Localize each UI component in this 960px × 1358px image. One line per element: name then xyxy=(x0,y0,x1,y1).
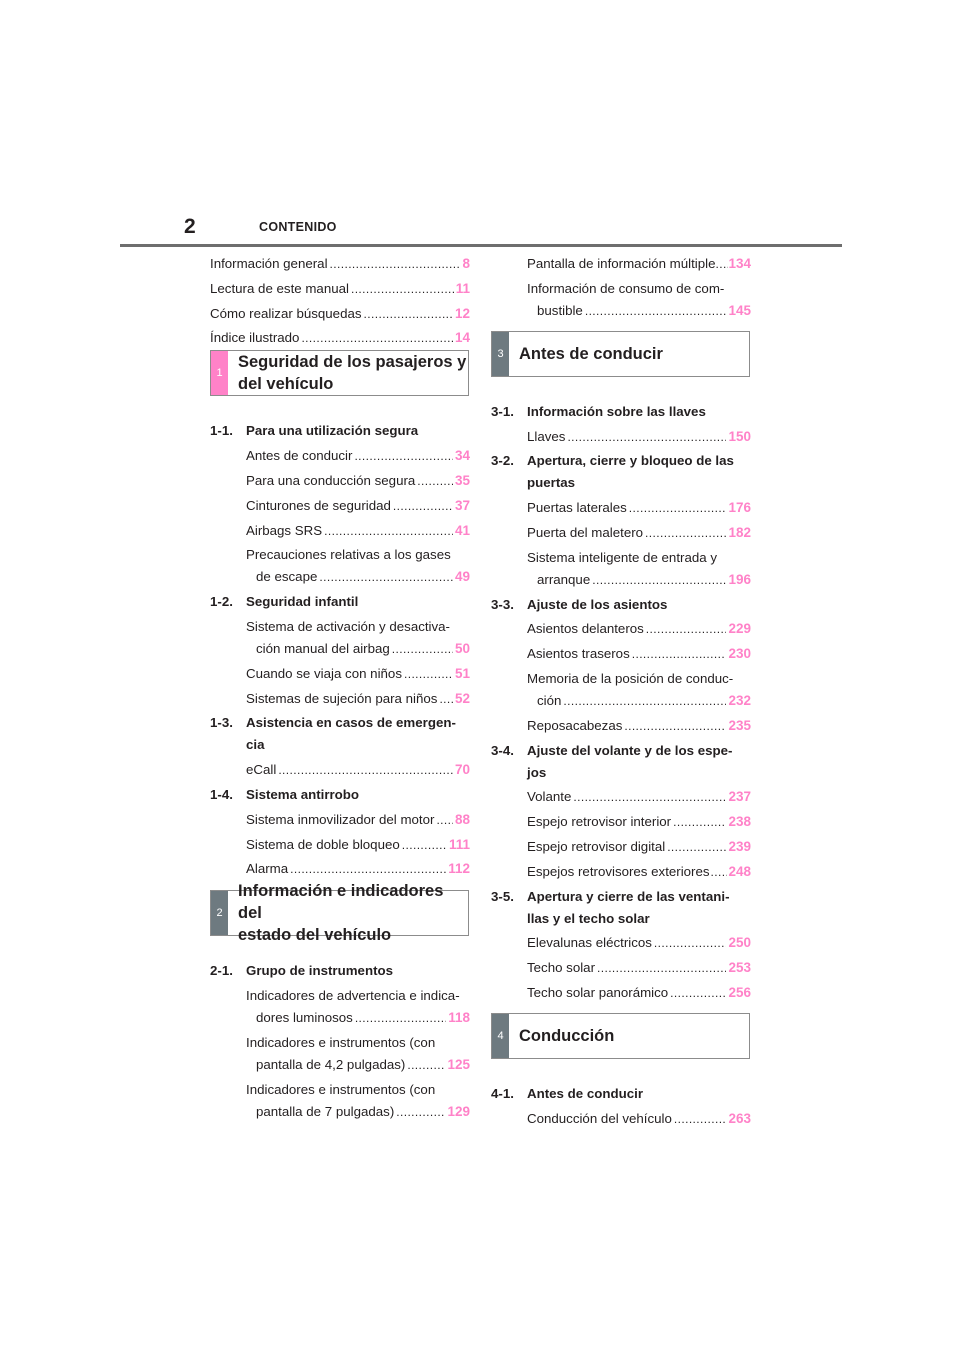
toc-entry[interactable] xyxy=(246,471,470,491)
section-title: Seguridad infantil xyxy=(246,594,359,610)
dot-leader xyxy=(711,862,728,882)
toc-entry[interactable] xyxy=(210,254,470,274)
page-ref[interactable]: 12 xyxy=(454,305,470,321)
page-number: 2 xyxy=(184,215,196,238)
section-title: Sistema antirrobo xyxy=(246,786,360,802)
toc-entry[interactable] xyxy=(246,446,470,466)
page-ref[interactable]: 14 xyxy=(454,330,470,346)
dot-leader xyxy=(629,498,727,518)
section-number: 3-1. xyxy=(491,403,514,419)
toc-entry[interactable] xyxy=(527,716,751,736)
dot-leader xyxy=(330,254,461,274)
chapter-title: Conducción xyxy=(519,1026,615,1045)
toc-label: Llaves xyxy=(527,428,566,444)
section-heading xyxy=(491,741,751,783)
toc-entry[interactable] xyxy=(527,619,751,639)
dot-leader xyxy=(597,958,726,978)
page-ref[interactable]: 52 xyxy=(454,690,470,706)
toc-label: Índice ilustrado xyxy=(210,330,300,346)
toc-entry[interactable] xyxy=(246,1033,470,1075)
toc-entry[interactable] xyxy=(246,617,470,659)
section-3-3 xyxy=(491,595,751,615)
toc-label: pantalla de 4,2 pulgadas) xyxy=(256,1056,406,1072)
dot-leader xyxy=(674,1109,727,1129)
chapter-title-line: estado del vehículo xyxy=(238,926,392,945)
section-title-line: cia xyxy=(246,737,265,753)
section-heading xyxy=(210,421,470,441)
chapter-title xyxy=(228,351,468,395)
chapter-2-box[interactable] xyxy=(210,882,469,945)
section-title: Para una utilización segura xyxy=(246,423,419,439)
dot-leader xyxy=(715,254,728,274)
page-ref[interactable]: 118 xyxy=(448,1010,470,1026)
toc-entry[interactable] xyxy=(246,810,470,830)
page-ref[interactable]: 41 xyxy=(454,522,470,538)
section-title xyxy=(246,713,470,755)
section-number: 4-1. xyxy=(491,1085,514,1101)
section-heading xyxy=(491,887,751,929)
dot-leader xyxy=(654,933,727,953)
dot-leader xyxy=(670,983,726,1003)
toc-label: Pantalla de información múltiple xyxy=(527,256,716,271)
page-ref[interactable]: 235 xyxy=(728,717,751,733)
dot-leader xyxy=(301,328,453,348)
toc-entry[interactable] xyxy=(246,521,470,541)
dot-leader xyxy=(396,1102,445,1122)
toc-entry[interactable] xyxy=(527,958,751,978)
page-ref[interactable]: 250 xyxy=(728,935,751,951)
section-title-line: Apertura, cierre y bloqueo de las xyxy=(527,453,734,469)
section-heading xyxy=(210,592,470,612)
toc-label: Reposacabezas xyxy=(527,717,623,733)
toc-label: bustible xyxy=(537,302,583,318)
toc-label: Cómo realizar búsquedas xyxy=(210,305,362,321)
header-title: CONTENIDO xyxy=(259,220,337,234)
dot-leader xyxy=(624,716,726,736)
page-ref[interactable]: 88 xyxy=(454,811,470,827)
section-heading xyxy=(210,961,470,981)
toc-label: Elevalunas eléctricos xyxy=(527,935,652,951)
chapter-4-box[interactable] xyxy=(491,1013,750,1059)
dot-leader xyxy=(393,496,453,516)
toc-label: Indicadores de advertencia e indica- xyxy=(246,988,460,1004)
dot-leader xyxy=(667,837,726,857)
page-ref[interactable]: 35 xyxy=(454,472,470,488)
section-2-1 xyxy=(210,961,470,981)
toc-entry[interactable] xyxy=(246,986,470,1028)
page-ref[interactable]: 111 xyxy=(448,836,470,852)
section-title: Ajuste de los asientos xyxy=(527,596,668,612)
toc-entry[interactable] xyxy=(527,862,751,882)
dot-leader xyxy=(417,471,453,491)
section-number: 2-1. xyxy=(210,963,233,979)
toc-entry[interactable] xyxy=(527,498,751,518)
toc-entry[interactable] xyxy=(527,279,751,321)
toc-entry[interactable] xyxy=(527,812,751,832)
page-ref[interactable]: 229 xyxy=(728,621,751,637)
page-ref[interactable]: 125 xyxy=(447,1056,470,1072)
section-3-5 xyxy=(491,887,751,929)
toc-label: Precauciones relativas a los gases xyxy=(246,547,451,563)
dot-leader xyxy=(673,812,726,832)
dot-leader xyxy=(573,787,726,807)
toc-label: ción xyxy=(537,692,562,708)
toc-entry[interactable] xyxy=(246,859,470,879)
toc-label: Información de consumo de com- xyxy=(527,280,725,296)
toc-entry[interactable] xyxy=(527,983,751,1003)
dot-leader xyxy=(645,523,726,543)
section-title: Grupo de instrumentos xyxy=(246,963,394,979)
section-title-line: Ajuste del volante y de los espe- xyxy=(527,742,733,758)
toc-entry[interactable] xyxy=(527,787,751,807)
page-ref[interactable]: 238 xyxy=(728,814,751,830)
page-ref[interactable]: 256 xyxy=(728,984,751,1000)
section-title xyxy=(527,887,751,929)
section-heading xyxy=(491,1084,751,1104)
toc-label: Puertas laterales xyxy=(527,500,627,516)
toc-entry[interactable] xyxy=(246,835,470,855)
toc-entry[interactable] xyxy=(246,1080,470,1122)
toc-label: Lectura de este manual xyxy=(210,280,349,296)
chapter-tab-3: 3 xyxy=(492,332,509,376)
section-1-3 xyxy=(210,713,470,755)
section-number: 3-2. xyxy=(491,453,514,469)
toc-entry[interactable] xyxy=(210,328,470,348)
toc-label: Espejos retrovisores exteriores xyxy=(527,863,710,879)
toc-label: Puerta del maletero xyxy=(527,524,644,540)
section-heading xyxy=(210,713,470,755)
toc-entry[interactable] xyxy=(527,644,751,664)
chapter-title-line: del vehículo xyxy=(238,375,334,394)
section-1-1 xyxy=(210,421,470,441)
page-header xyxy=(0,0,960,250)
section-number: 1-3. xyxy=(210,715,233,731)
dot-leader xyxy=(436,810,453,830)
toc-label: Volante xyxy=(527,789,572,805)
toc-entry[interactable] xyxy=(246,760,470,780)
toc-entry[interactable] xyxy=(246,664,470,684)
section-title-line: puertas xyxy=(527,475,576,491)
chapter-title-line: Información e indicadores del xyxy=(238,882,444,923)
toc-entry[interactable] xyxy=(527,1109,751,1129)
dot-leader xyxy=(392,639,453,659)
toc-label: Sistemas de sujeción para niños xyxy=(246,690,438,706)
page-ref[interactable]: 50 xyxy=(454,640,470,656)
section-heading xyxy=(210,785,470,805)
page-ref[interactable]: 112 xyxy=(448,861,470,877)
page-ref[interactable]: 145 xyxy=(728,302,751,318)
section-1-2 xyxy=(210,592,470,612)
page-ref[interactable]: 129 xyxy=(447,1103,470,1119)
toc-label: Sistema inteligente de entrada y xyxy=(527,549,717,565)
page-ref[interactable]: 51 xyxy=(454,665,470,681)
toc-label: Asientos delanteros xyxy=(527,621,644,637)
dot-leader xyxy=(567,427,726,447)
page-ref[interactable]: 37 xyxy=(454,497,470,513)
toc-label: Conducción del vehículo xyxy=(527,1110,672,1126)
section-heading xyxy=(491,402,751,422)
toc-label: Información general xyxy=(210,256,328,271)
page-ref[interactable]: 8 xyxy=(462,256,470,271)
toc-entry[interactable] xyxy=(527,254,751,274)
toc-label: Indicadores e instrumentos (con xyxy=(246,1081,436,1097)
toc-label: dores luminosos xyxy=(256,1010,353,1026)
page-ref[interactable]: 196 xyxy=(728,571,751,587)
section-title-line: jos xyxy=(527,764,547,780)
section-3-4 xyxy=(491,741,751,783)
dot-leader xyxy=(354,446,453,466)
chapter-3-box[interactable] xyxy=(491,331,750,377)
dot-leader xyxy=(402,835,447,855)
toc-label: Para una conducción segura xyxy=(246,472,416,488)
page-ref[interactable]: 150 xyxy=(728,428,751,444)
dot-leader xyxy=(355,1008,446,1028)
section-heading xyxy=(491,595,751,615)
dot-leader xyxy=(319,567,453,587)
chapter-tab-4: 4 xyxy=(492,1014,509,1058)
section-number: 1-1. xyxy=(210,423,233,439)
dot-leader xyxy=(290,859,446,879)
dot-leader xyxy=(563,691,726,711)
toc-label: pantalla de 7 pulgadas) xyxy=(256,1103,395,1119)
section-number: 1-4. xyxy=(210,786,233,802)
section-number: 3-4. xyxy=(491,742,514,758)
dot-leader xyxy=(646,619,727,639)
toc-right-column xyxy=(491,254,751,1134)
chapter-title: Antes de conducir xyxy=(519,344,663,363)
header-rule xyxy=(120,244,842,247)
chapter-tab-1: 1 xyxy=(211,351,228,395)
section-title-line: Asistencia en casos de emergen- xyxy=(246,715,456,731)
toc-entry[interactable] xyxy=(527,427,751,447)
section-number: 1-2. xyxy=(210,594,233,610)
toc-left-column xyxy=(210,254,470,1127)
toc-entry[interactable] xyxy=(246,496,470,516)
toc-label: Sistema de activación y desactiva- xyxy=(246,618,450,634)
toc-label: Espejo retrovisor digital xyxy=(527,838,666,854)
page-ref[interactable]: 70 xyxy=(454,762,470,778)
page-ref[interactable]: 182 xyxy=(728,524,751,540)
page-ref[interactable]: 11 xyxy=(455,280,470,296)
page-ref[interactable]: 239 xyxy=(728,838,751,854)
toc-entry[interactable] xyxy=(210,279,470,299)
toc-entry[interactable] xyxy=(527,837,751,857)
toc-label: de escape xyxy=(256,569,318,585)
section-number: 3-5. xyxy=(491,888,514,904)
toc-label: Techo solar xyxy=(527,960,595,976)
toc-entry[interactable] xyxy=(246,689,470,709)
toc-label: Memoria de la posición de conduc- xyxy=(527,670,734,686)
section-3-2 xyxy=(491,451,751,493)
page-ref[interactable]: 263 xyxy=(728,1110,751,1126)
chapter-title xyxy=(228,882,468,945)
toc-entry[interactable] xyxy=(527,933,751,953)
dot-leader xyxy=(324,521,453,541)
toc-entry[interactable] xyxy=(210,304,470,324)
dot-leader xyxy=(407,1055,445,1075)
section-4-1 xyxy=(491,1084,751,1104)
page-ref[interactable]: 134 xyxy=(728,256,751,271)
dot-leader xyxy=(439,689,453,709)
section-1-4 xyxy=(210,785,470,805)
page-ref[interactable]: 49 xyxy=(454,569,470,585)
toc-label: Cuando se viaja con niños xyxy=(246,665,402,681)
page-ref[interactable]: 230 xyxy=(728,646,751,662)
toc-entry[interactable] xyxy=(246,545,470,587)
toc-entry[interactable] xyxy=(527,548,751,590)
section-title-line: llas y el techo solar xyxy=(527,910,650,926)
section-heading xyxy=(491,451,751,493)
dot-leader xyxy=(351,279,454,299)
section-number: 3-3. xyxy=(491,596,514,612)
dot-leader xyxy=(585,301,727,321)
toc-label: Sistema de doble bloqueo xyxy=(246,836,400,852)
page-ref[interactable]: 248 xyxy=(728,863,751,879)
chapter-1-box[interactable] xyxy=(210,350,469,396)
section-3-1 xyxy=(491,402,751,422)
dot-leader xyxy=(278,760,453,780)
dot-leader xyxy=(404,664,453,684)
section-title: Antes de conducir xyxy=(527,1085,643,1101)
toc-label: Sistema inmovilizador del motor xyxy=(246,811,435,827)
toc-label: Espejo retrovisor interior xyxy=(527,814,672,830)
section-title xyxy=(527,741,751,783)
chapter-tab-2: 2 xyxy=(211,891,228,935)
toc-label: ción manual del airbag xyxy=(256,640,390,656)
page-ref[interactable]: 176 xyxy=(728,500,751,516)
toc-label: Antes de conducir xyxy=(246,448,353,464)
section-title xyxy=(527,451,751,493)
section-title: Información sobre las llaves xyxy=(527,403,706,419)
chapter-title-line: Seguridad de los pasajeros y xyxy=(238,353,467,372)
page-ref[interactable]: 34 xyxy=(454,448,470,464)
toc-label: Indicadores e instrumentos (con xyxy=(246,1034,436,1050)
page-ref[interactable]: 237 xyxy=(728,789,751,805)
section-title-line: Apertura y cierre de las ventani- xyxy=(527,888,730,904)
toc-label: Asientos traseros xyxy=(527,646,630,662)
toc-label: Alarma xyxy=(246,861,289,877)
toc-entry[interactable] xyxy=(527,523,751,543)
dot-leader xyxy=(632,644,727,664)
toc-label: Techo solar panorámico xyxy=(527,984,669,1000)
toc-label: Cinturones de seguridad xyxy=(246,497,391,513)
dot-leader xyxy=(592,570,726,590)
page-ref[interactable]: 253 xyxy=(728,960,751,976)
toc-label: Airbags SRS xyxy=(246,522,323,538)
dot-leader xyxy=(364,304,453,324)
toc-entry[interactable] xyxy=(527,669,751,711)
toc-label: arranque xyxy=(537,571,591,587)
toc-label: eCall xyxy=(246,762,277,778)
page-ref[interactable]: 232 xyxy=(728,692,751,708)
